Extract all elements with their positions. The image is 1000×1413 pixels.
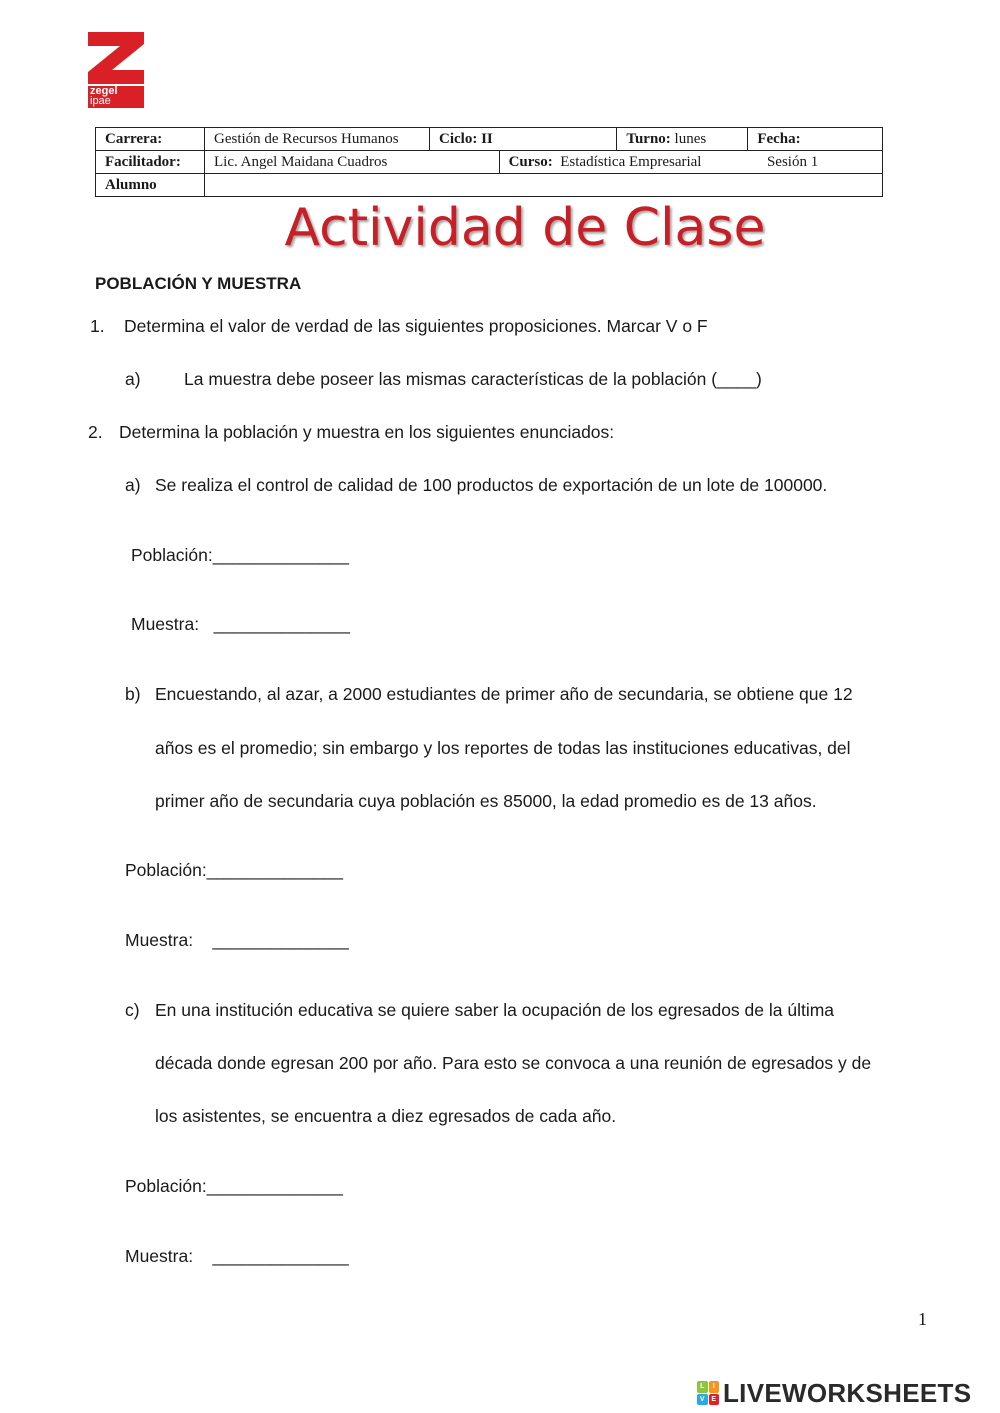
section-title: POBLACIÓN Y MUESTRA xyxy=(95,274,302,293)
poblacion-label: Población: xyxy=(131,545,213,565)
turno-cell xyxy=(617,128,748,151)
fecha-label: Fecha: xyxy=(748,128,883,151)
liveworksheets-brand xyxy=(697,1378,971,1408)
poblacion-blank[interactable]: ______________ xyxy=(206,860,343,880)
q2-a-poblacion xyxy=(131,545,349,566)
ciclo-label: Ciclo: II xyxy=(430,128,617,151)
q1-a-text: La muestra debe poseer las mismas características de la población (____) xyxy=(184,369,762,389)
q1-number: 1. xyxy=(90,316,105,336)
alumno-label: Alumno xyxy=(96,174,205,197)
q2-b-poblacion xyxy=(125,860,343,881)
q2-text: Determina la población y muestra en los siguientes enunciados: xyxy=(119,422,615,442)
turno-label: Turno: xyxy=(626,130,671,147)
poblacion-blank[interactable]: ______________ xyxy=(212,545,349,565)
page-title: Actividad de Clase xyxy=(284,198,766,258)
liveworksheets-icon: L I V E xyxy=(697,1381,719,1405)
q1-a-label: a) xyxy=(125,369,141,389)
facilitador-value: Lic. Angel Maidana Cuadros xyxy=(205,151,500,174)
muestra-label: Muestra: xyxy=(131,614,200,634)
curso-label: Curso: xyxy=(508,153,553,170)
q2-c-poblacion xyxy=(125,1176,343,1197)
logo-line-2: ipae xyxy=(90,95,111,107)
poblacion-label: Población: xyxy=(125,1176,207,1196)
q2-c-label: c) xyxy=(125,1000,140,1020)
q2-c-line-2: década donde egresan 200 por año. Para esto se convoca a una reunión de egresados y de xyxy=(155,1053,872,1073)
muestra-label: Muestra: xyxy=(125,1246,194,1266)
q2-c-line-1: En una institución educativa se quiere saber la ocupación de los egresados de la última xyxy=(155,1000,835,1020)
q2-c-muestra xyxy=(125,1246,349,1267)
muestra-label: Muestra: xyxy=(125,930,194,950)
zegel-logo xyxy=(86,30,146,112)
header-table xyxy=(95,127,883,197)
q2-b-line-2: años es el promedio; sin embargo y los reportes de todas las instituciones educativas, del xyxy=(155,738,851,758)
q2-c-line-3: los asistentes, se encuentra a diez egresados de cada año. xyxy=(155,1106,617,1126)
zegel-z-logo-icon xyxy=(86,30,146,86)
carrera-label: Carrera: xyxy=(96,128,205,151)
muestra-blank[interactable]: ______________ xyxy=(212,930,349,950)
q2-a-label: a) xyxy=(125,475,141,495)
poblacion-blank[interactable]: ______________ xyxy=(206,1176,343,1196)
alumno-field[interactable] xyxy=(205,174,883,197)
poblacion-label: Población: xyxy=(125,860,207,880)
q2-b-muestra xyxy=(125,930,349,951)
q2-a-text: Se realiza el control de calidad de 100 productos de exportación de un lote de 100000. xyxy=(155,475,828,495)
carrera-value: Gestión de Recursos Humanos xyxy=(205,128,430,151)
sesion-label: Sesión 1 xyxy=(766,153,819,170)
curso-cell xyxy=(499,151,882,174)
logo-line-1: zegel xyxy=(90,85,118,97)
turno-value: lunes xyxy=(674,130,707,147)
facilitador-label: Facilitador: xyxy=(96,151,205,174)
q2-number: 2. xyxy=(88,422,103,442)
q1-text: Determina el valor de verdad de las siguientes proposiciones. Marcar V o F xyxy=(124,316,708,336)
q2-b-label: b) xyxy=(125,684,141,704)
muestra-blank[interactable]: ______________ xyxy=(213,614,350,634)
q2-a-muestra xyxy=(131,614,350,635)
brand-text: LIVEWORKSHEETS xyxy=(723,1377,972,1408)
curso-value: Estadística Empresarial xyxy=(560,153,702,170)
page-number: 1 xyxy=(918,1309,927,1329)
q2-b-line-1: Encuestando, al azar, a 2000 estudiantes de primer año de secundaria, se obtiene que 12 xyxy=(155,684,853,704)
q2-b-line-3: primer año de secundaria cuya población es 85000, la edad promedio es de 13 años. xyxy=(155,791,817,811)
muestra-blank[interactable]: ______________ xyxy=(212,1246,349,1266)
